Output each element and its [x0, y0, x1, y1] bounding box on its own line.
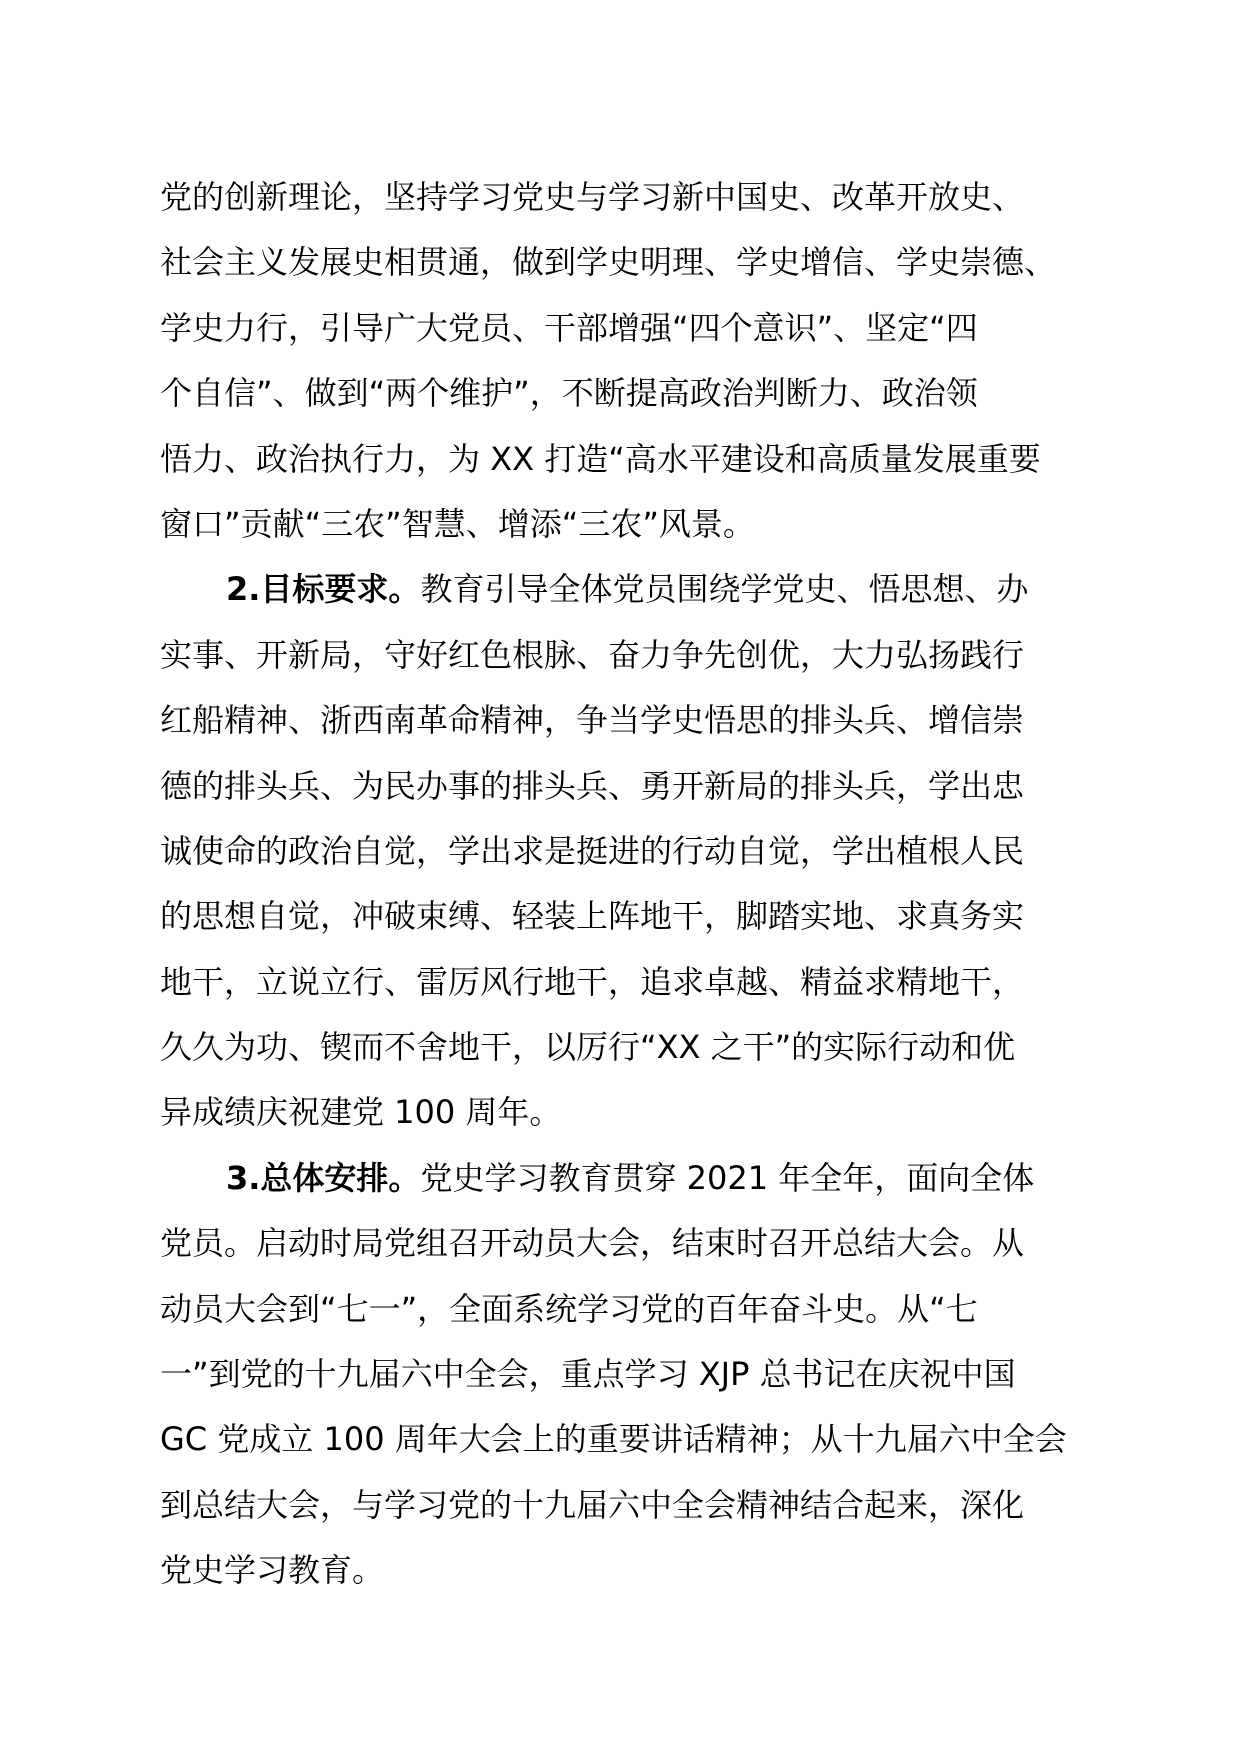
text-line: 窗口”贡献“三农”智慧、增添“三农”风景。	[160, 504, 755, 543]
text-line: 悟力、政治执行力，为 XX 打造“高水平建设和高质量发展重要	[160, 439, 1041, 478]
paragraph-overall-arrangement	[160, 1146, 1120, 1604]
section-heading-goals: 2.目标要求。	[226, 570, 421, 609]
text-line: 学史力行，引导广大党员、干部增强“四个意识”、坚定“四	[160, 308, 978, 347]
text-run: 党史学习教育贯穿 2021 年全年，面向全体	[420, 1158, 1035, 1197]
paragraph-goals	[160, 557, 1120, 1146]
text-line-first	[160, 1146, 1120, 1211]
paragraph-guiding-ideology	[160, 165, 1120, 557]
text-line: 实事、开新局，守好红色根脉、奋力争先创优，大力弘扬践行	[160, 635, 1025, 674]
text-line: GC 党成立 100 周年大会上的重要讲话精神；从十九届六中全会	[160, 1420, 1067, 1459]
text-line: 诚使命的政治自觉，学出求是挺进的行动自觉，学出植根人民	[160, 831, 1025, 870]
text-line: 到总结大会，与学习党的十九届六中全会精神结合起来，深化	[160, 1485, 1025, 1524]
text-run: 教育引导全体党员围绕学党史、悟思想、办	[420, 570, 1029, 609]
text-line: 一”到党的十九届六中全会，重点学习 XJP 总书记在庆祝中国	[160, 1355, 1016, 1394]
text-line: 地干，立说立行、雷厉风行地干，追求卓越、精益求精地干，	[160, 962, 1025, 1001]
document-body	[160, 165, 1120, 1604]
text-line: 个自信”、做到“两个维护”，不断提高政治判断力、政治领	[160, 374, 978, 413]
text-line-first	[160, 557, 1120, 622]
text-line: 德的排头兵、为民办事的排头兵、勇开新局的排头兵，学出忠	[160, 766, 1025, 805]
text-line: 久久为功、锲而不舍地干，以厉行“XX 之干”的实际行动和优	[160, 1028, 1016, 1067]
text-line: 党史学习教育。	[160, 1551, 385, 1590]
text-line: 党员。启动时局党组召开动员大会，结束时召开总结大会。从	[160, 1224, 1025, 1263]
text-line: 党的创新理论，坚持学习党史与学习新中国史、改革开放史、	[160, 178, 1025, 216]
section-heading-arrangement: 3.总体安排。	[226, 1158, 421, 1197]
text-line: 社会主义发展史相贯通，做到学史明理、学史增信、学史崇德、	[160, 243, 1057, 282]
text-line: 异成绩庆祝建党 100 周年。	[160, 1093, 562, 1132]
text-line: 动员大会到“七一”，全面系统学习党的百年奋斗史。从“七	[160, 1289, 978, 1328]
text-line: 红船精神、浙西南革命精神，争当学史悟思的排头兵、增信崇	[160, 701, 1025, 740]
text-line: 的思想自觉，冲破束缚、轻装上阵地干，脚踏实地、求真务实	[160, 897, 1025, 936]
